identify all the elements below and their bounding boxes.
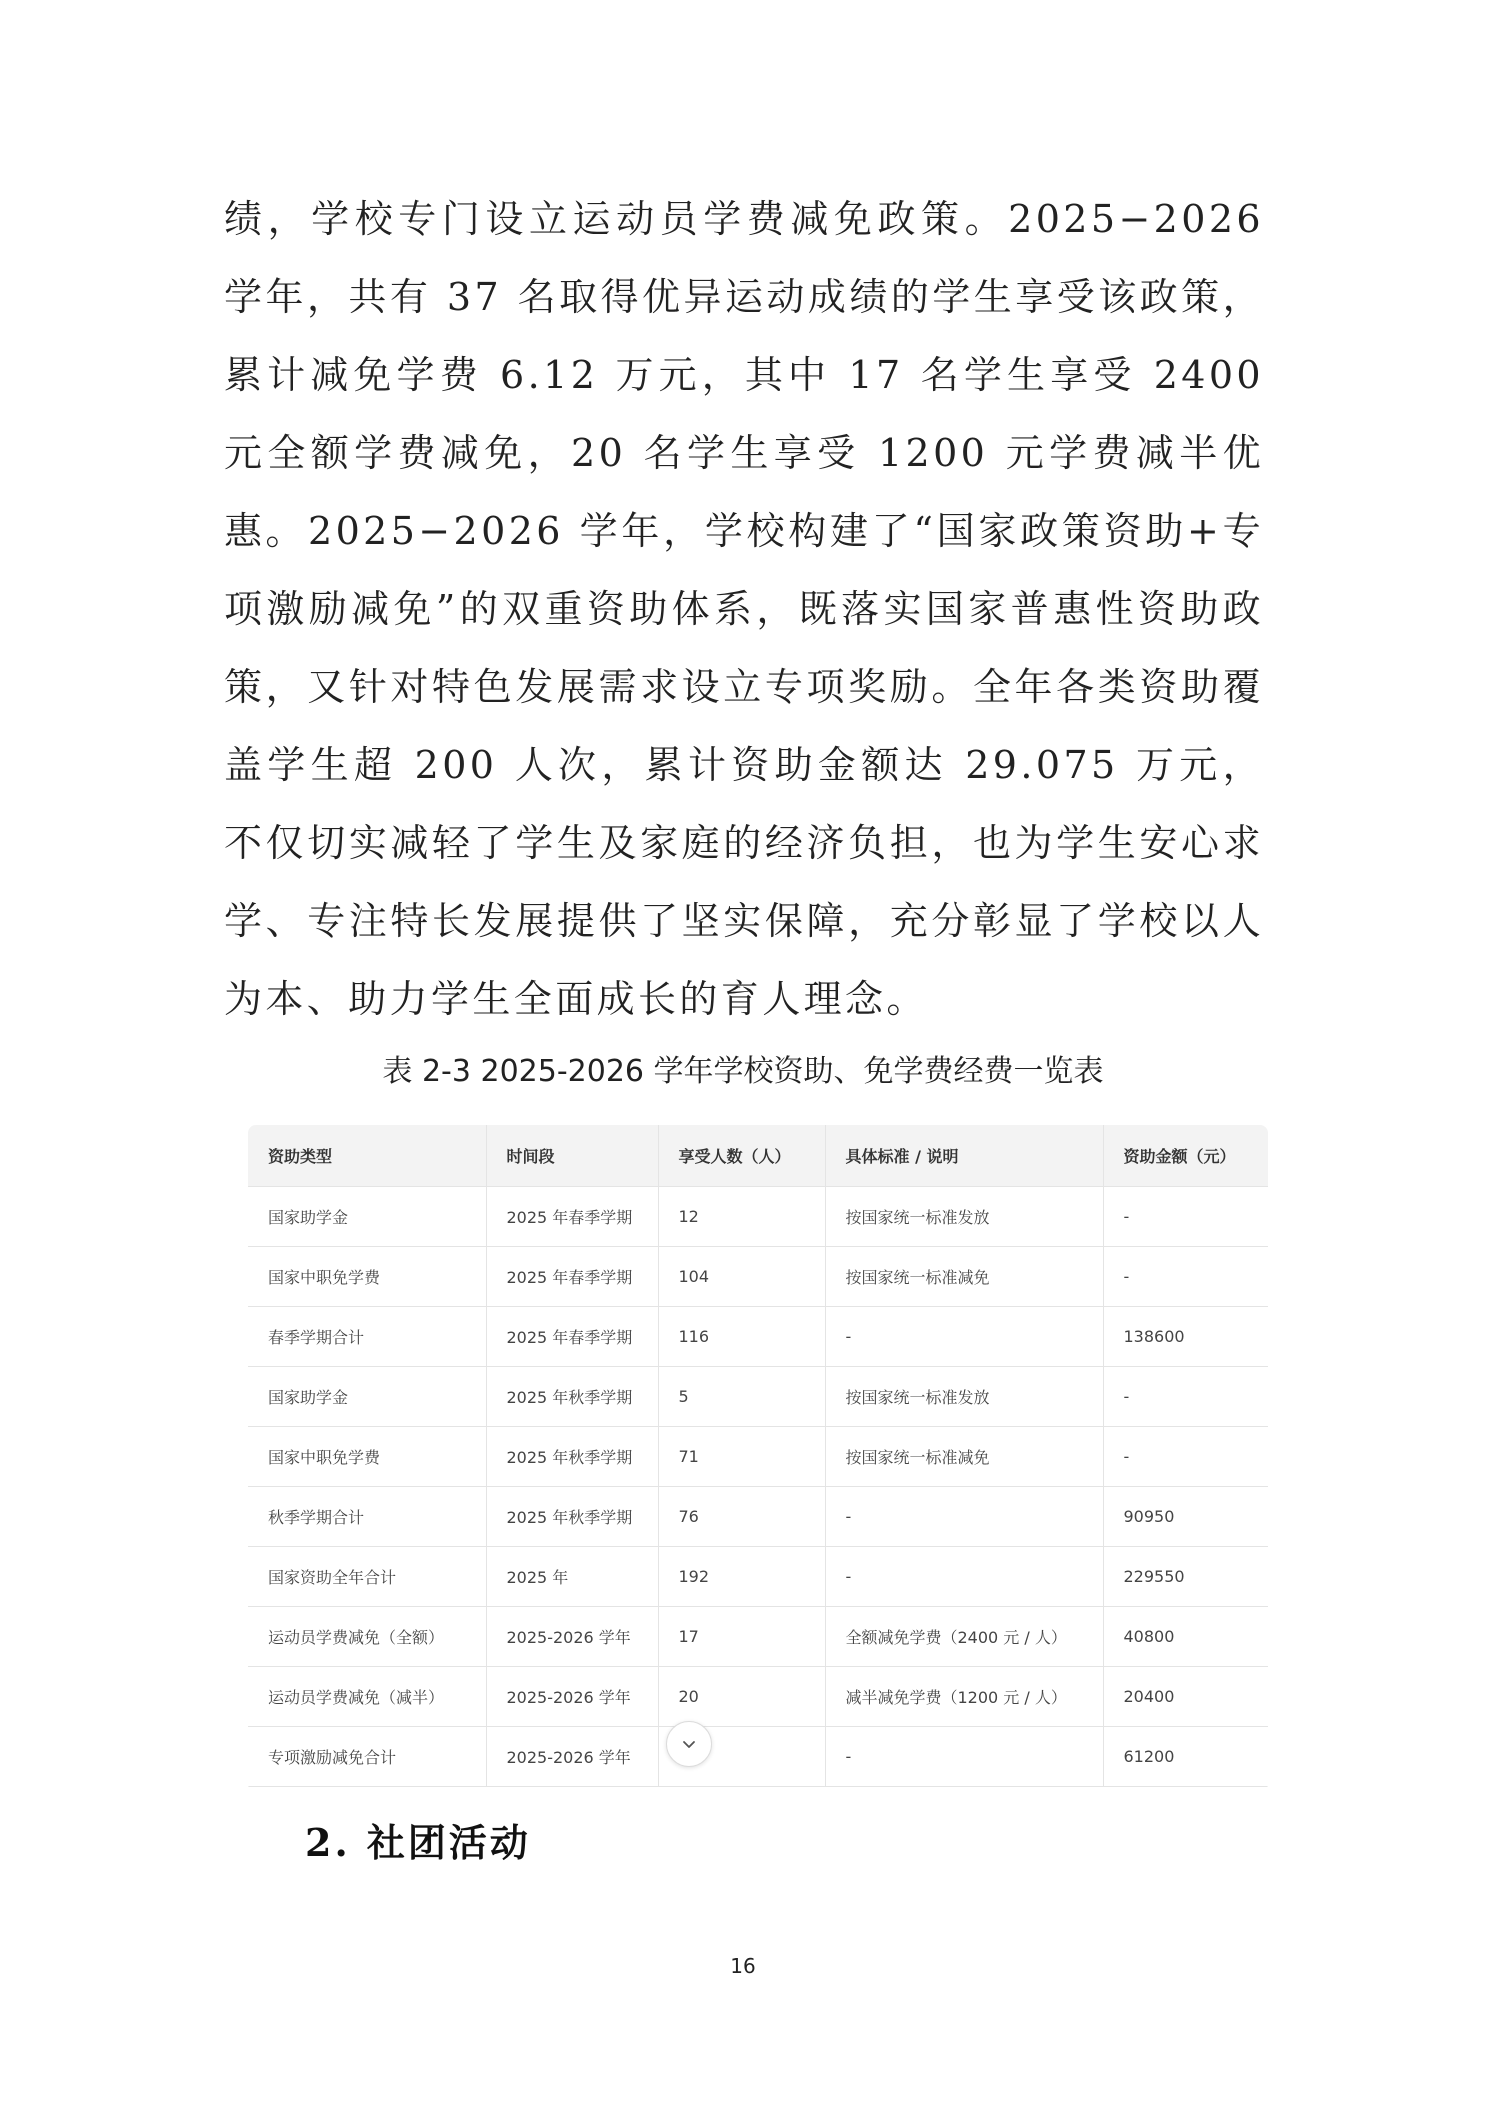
header-cell-standard: 具体标准 / 说明 xyxy=(825,1125,1103,1187)
table-row xyxy=(248,1247,1268,1307)
cell-period: 2025 年秋季学期 xyxy=(486,1487,658,1547)
cell-amount: - xyxy=(1103,1367,1268,1427)
cell-type: 春季学期合计 xyxy=(248,1307,486,1367)
cell-count: 12 xyxy=(658,1187,825,1247)
header-cell-period: 时间段 xyxy=(486,1125,658,1187)
scroll-down-button[interactable] xyxy=(666,1721,712,1767)
cell-amount: 61200 xyxy=(1103,1727,1268,1787)
table-row xyxy=(248,1727,1268,1787)
header-cell-count: 享受人数（人） xyxy=(658,1125,825,1187)
table-row xyxy=(248,1487,1268,1547)
cell-count: 17 xyxy=(658,1607,825,1667)
page-number: 16 xyxy=(730,1954,756,1978)
cell-type: 国家助学金 xyxy=(248,1187,486,1247)
cell-amount: - xyxy=(1103,1187,1268,1247)
cell-period: 2025 年春季学期 xyxy=(486,1307,658,1367)
cell-period: 2025 年 xyxy=(486,1547,658,1607)
cell-type: 秋季学期合计 xyxy=(248,1487,486,1547)
chevron-down-icon xyxy=(679,1734,699,1754)
cell-standard: 全额减免学费（2400 元 / 人） xyxy=(825,1607,1103,1667)
cell-count: 104 xyxy=(658,1247,825,1307)
header-cell-amount: 资助金额（元） xyxy=(1103,1125,1268,1187)
cell-period: 2025 年秋季学期 xyxy=(486,1427,658,1487)
cell-type: 国家资助全年合计 xyxy=(248,1547,486,1607)
cell-standard: 按国家统一标准发放 xyxy=(825,1367,1103,1427)
table-row xyxy=(248,1607,1268,1667)
cell-standard: 按国家统一标准减免 xyxy=(825,1247,1103,1307)
table-caption: 表 2-3 2025-2026 学年学校资助、免学费经费一览表 xyxy=(382,1054,1104,1089)
cell-type: 国家中职免学费 xyxy=(248,1427,486,1487)
funding-table-container[interactable] xyxy=(248,1125,1268,1792)
table-header-row xyxy=(248,1125,1268,1187)
cell-count: 5 xyxy=(658,1367,825,1427)
cell-type: 运动员学费减免（减半） xyxy=(248,1667,486,1727)
cell-period: 2025-2026 学年 xyxy=(486,1607,658,1667)
cell-count: 20 xyxy=(658,1667,825,1727)
cell-count: 192 xyxy=(658,1547,825,1607)
table-row xyxy=(248,1427,1268,1487)
cell-count: 116 xyxy=(658,1307,825,1367)
table-row xyxy=(248,1367,1268,1427)
cell-amount: 40800 xyxy=(1103,1607,1268,1667)
paragraph-athlete-tuition: 绩，学校专门设立运动员学费减免政策。2025−2026 学年，共有 37 名取得优异运动成绩的学生享受该政策，累计减免学费 6.12 万元，其中 17 名学生享受 2400 元全额学费减免，20 名学生享受 1200 元学费减半优惠。 xyxy=(224,197,1264,553)
cell-amount: 20400 xyxy=(1103,1667,1268,1727)
section-heading: 2. 社团活动 xyxy=(305,1820,531,1865)
cell-period: 2025 年秋季学期 xyxy=(486,1367,658,1427)
table-row xyxy=(248,1547,1268,1607)
cell-amount: 138600 xyxy=(1103,1307,1268,1367)
funding-table xyxy=(248,1125,1268,1787)
cell-standard: 按国家统一标准发放 xyxy=(825,1187,1103,1247)
cell-period: 2025 年春季学期 xyxy=(486,1247,658,1307)
cell-count: 71 xyxy=(658,1427,825,1487)
cell-standard: - xyxy=(825,1307,1103,1367)
cell-type: 运动员学费减免（全额） xyxy=(248,1607,486,1667)
cell-period: 2025-2026 学年 xyxy=(486,1727,658,1787)
cell-standard: - xyxy=(825,1727,1103,1787)
cell-count: 76 xyxy=(658,1487,825,1547)
cell-amount: - xyxy=(1103,1247,1268,1307)
table-row xyxy=(248,1667,1268,1727)
cell-amount: - xyxy=(1103,1427,1268,1487)
cell-standard: 减半减免学费（1200 元 / 人） xyxy=(825,1667,1103,1727)
cell-type: 国家助学金 xyxy=(248,1367,486,1427)
table-row xyxy=(248,1307,1268,1367)
cell-type: 专项激励减免合计 xyxy=(248,1727,486,1787)
cell-standard: - xyxy=(825,1487,1103,1547)
cell-standard: 按国家统一标准减免 xyxy=(825,1427,1103,1487)
cell-standard: - xyxy=(825,1547,1103,1607)
cell-type: 国家中职免学费 xyxy=(248,1247,486,1307)
table-row xyxy=(248,1187,1268,1247)
cell-amount: 229550 xyxy=(1103,1547,1268,1607)
cell-amount: 90950 xyxy=(1103,1487,1268,1547)
header-cell-type: 资助类型 xyxy=(248,1125,486,1187)
paragraph-funding-system: 2025−2026 学年，学校构建了“国家政策资助+专项激励减免”的双重资助体系，既落实国家普惠性资助政策，又针对特色发展需求设立专项奖励。全年各类资助覆盖学生超 200 人次，累计资助金额达 29.075 万元，不仅切实减轻了学生及家庭的经济负担，也为学生安心求学、专注特长发展提供了坚实保障，充分彰显了学校以人为本、助力学生全面成长的育人理念。 xyxy=(224,509,1264,1021)
cell-period: 2025 年春季学期 xyxy=(486,1187,658,1247)
cell-period: 2025-2026 学年 xyxy=(486,1667,658,1727)
